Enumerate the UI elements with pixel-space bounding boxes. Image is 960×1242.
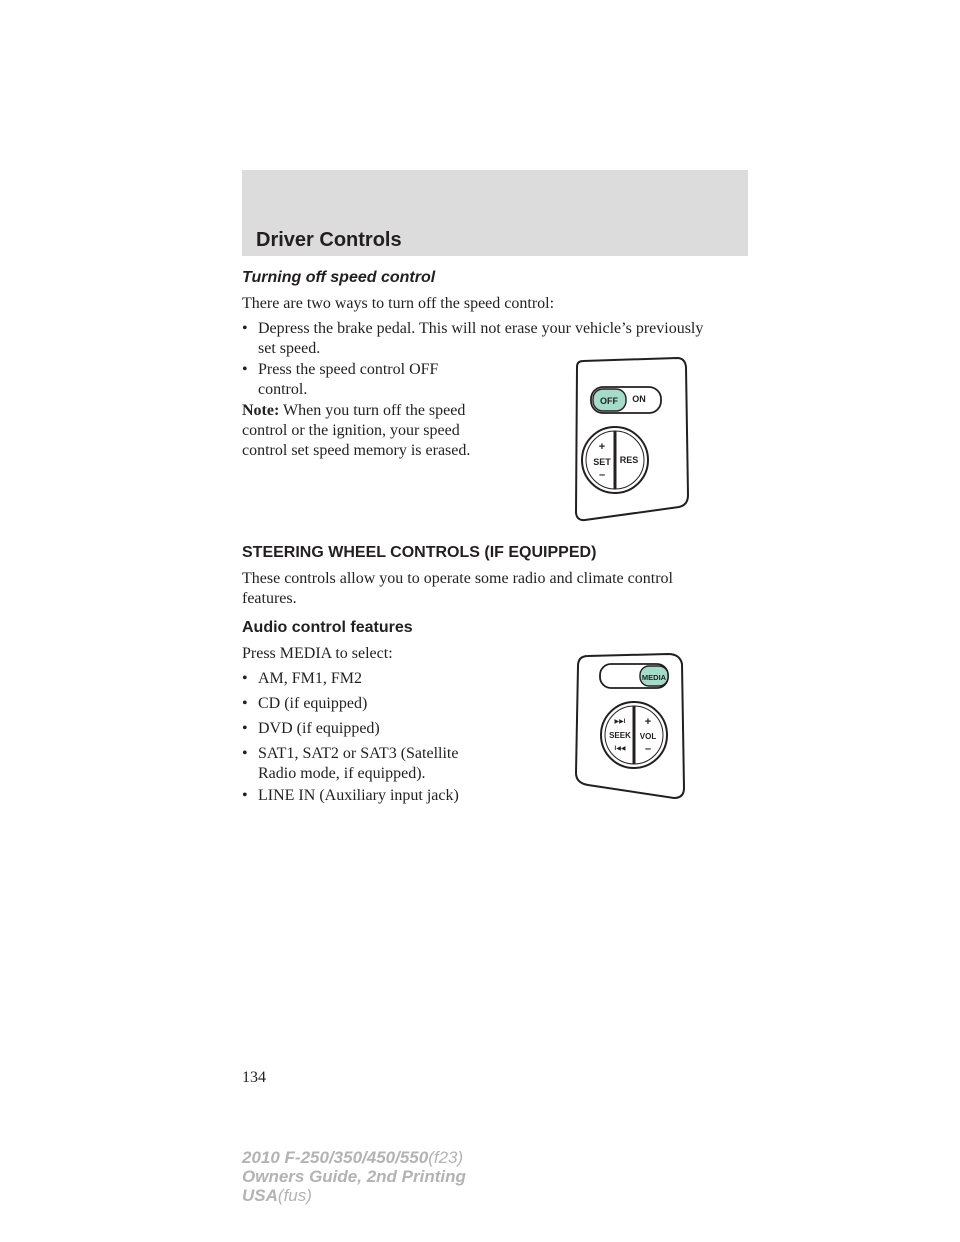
speed-control-illustration [555,355,700,525]
list-item-text: set speed. [258,340,321,357]
footer-model: 2010 F-250/350/450/550 [242,1148,429,1167]
list-item-text: control. [258,381,308,398]
list-item-text: • CD (if equipped) [258,695,368,712]
list-item [242,669,362,689]
list-item [242,360,438,400]
section-heading-turning-off: Turning off speed control [242,269,436,286]
list-item-text: • Press the speed control OFF [258,361,439,378]
list-item-text: Radio mode, if equipped). [258,765,426,782]
section-heading-steering-wheel: STEERING WHEEL CONTROLS (IF EQUIPPED) [242,544,597,561]
res-label: RES [619,455,639,465]
paragraph-line: features. [242,590,297,607]
prev-track-icon: I◀◀ [614,746,626,752]
list-item-text: • LINE IN (Auxiliary input jack) [258,787,459,804]
plus-icon: + [598,441,606,453]
list-item [242,786,459,806]
minus-icon: – [644,743,652,755]
section3-intro: Press MEDIA to select: [242,645,393,662]
footer-code: (f23) [428,1148,464,1167]
footer [242,1148,466,1205]
page-number: 134 [242,1069,266,1086]
note-text: control set speed memory is erased. [242,442,471,459]
list-item [242,719,380,739]
set-label: SET [593,457,611,467]
note-text: control or the ignition, your speed [242,422,460,439]
list-item-text: • DVD (if equipped) [258,720,380,737]
list-item [242,744,458,784]
note-text: When you turn off the speed [283,402,466,419]
list-item [242,694,367,714]
media-label: MEDIA [641,673,667,682]
vol-label: VOL [639,732,657,741]
list-item-text: • AM, FM1, FM2 [258,670,363,687]
chapter-header [242,170,748,256]
list-item [242,319,703,359]
section2-intro [242,569,673,609]
note-paragraph [242,401,470,461]
footer-region-code: (fus) [277,1186,312,1205]
list-item-text: • Depress the brake pedal. This will not erase your vehicle’s previously [258,320,704,337]
list-item-text: • SAT1, SAT2 or SAT3 (Satellite [258,745,459,762]
section-heading-audio: Audio control features [242,619,413,636]
next-track-icon: ▶▶I [614,719,626,725]
note-label: Note: [242,402,280,419]
footer-region: USA [242,1186,278,1205]
section1-intro: There are two ways to turn off the speed control: [242,295,555,312]
seek-label: SEEK [609,731,631,740]
off-label: OFF [600,396,618,406]
footer-edition: Owners Guide, 2nd Printing [242,1167,466,1186]
paragraph-line: These controls allow you to operate some radio and climate control [242,570,673,587]
audio-control-illustration [560,640,695,805]
plus-icon: + [644,716,652,728]
minus-icon: – [598,469,606,481]
on-label: ON [632,394,646,404]
chapter-title: Driver Controls [256,229,402,251]
